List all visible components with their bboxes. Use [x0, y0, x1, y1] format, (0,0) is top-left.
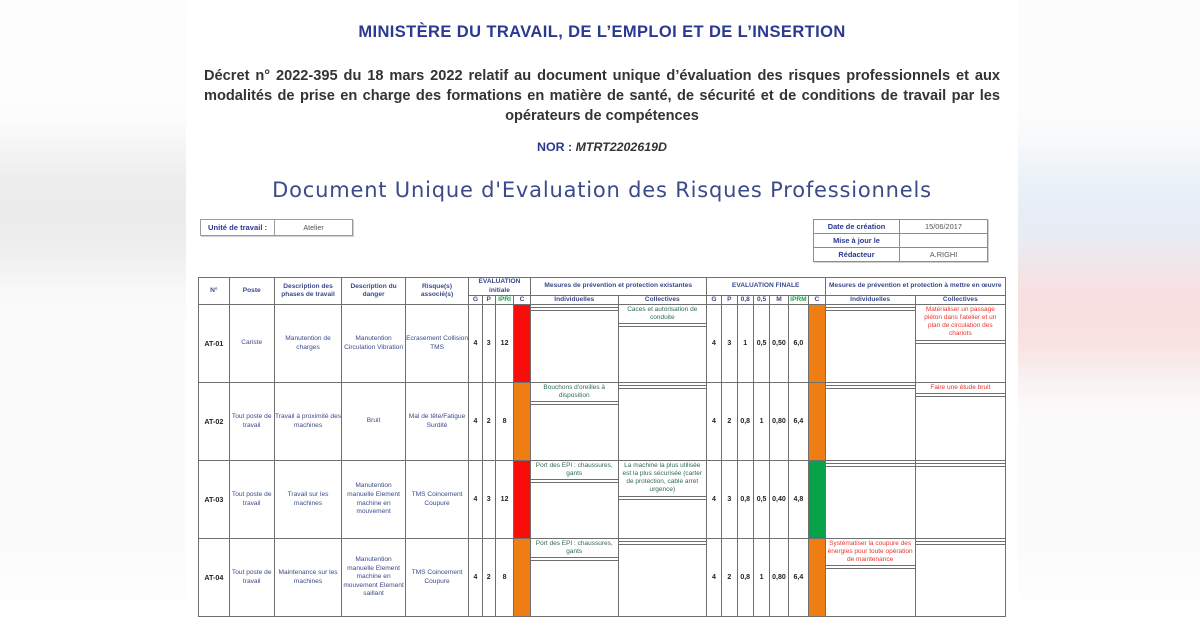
header-evaluation-initiale: EVALUATION initiale	[469, 278, 530, 295]
cell-poste: Cariste	[229, 305, 274, 383]
header-ef-p: P	[722, 295, 737, 304]
cell-ei-c: 1	[514, 305, 530, 383]
cell-ef-05: 0,5	[753, 461, 769, 539]
header-ef-m: M	[770, 295, 788, 304]
cell-ef-iprm: 6,4	[788, 539, 808, 617]
header-mesures-a-mettre-en-oeuvre: Mesures de prévention et protection à mettre en œuvre	[825, 278, 1005, 295]
header-danger: Description du danger	[342, 278, 405, 305]
background-blur-left	[0, 0, 186, 627]
cell-ef-05: 0,5	[753, 305, 769, 383]
cell-ef-c: 2	[809, 539, 825, 617]
cell-ef-g: 4	[706, 305, 721, 383]
measure-subcell[interactable]	[531, 561, 618, 563]
cell-ef-m: 0,50	[770, 305, 788, 383]
measure-subcell[interactable]	[531, 311, 618, 313]
cell-ef-08: 0,8	[737, 383, 753, 461]
cell-ei-c: 2	[514, 539, 530, 617]
duer-table	[198, 277, 1006, 617]
cell-phases: Travail à proximité des machines	[274, 383, 342, 461]
cell-num: AT-02	[199, 383, 230, 461]
cell-phases: Travail sur les machines	[274, 461, 342, 539]
measure-subcell[interactable]	[619, 389, 706, 391]
document-info-table	[813, 219, 988, 262]
info-label-redacteur: Rédacteur	[814, 248, 900, 262]
measure-subcell[interactable]	[619, 545, 706, 547]
measure-subcell[interactable]	[826, 467, 915, 469]
measure-subcell[interactable]	[916, 397, 1005, 399]
page-title: Document Unique d'Evaluation des Risques Professionnels	[272, 178, 932, 203]
measure-subcell[interactable]: Caces et autorisation de conduite	[619, 305, 706, 324]
cell-ef-08: 0,8	[737, 461, 753, 539]
info-label-date-creation: Date de création	[814, 220, 900, 234]
cell-ef-c: 2	[809, 383, 825, 461]
cell-ef-05: 1	[753, 539, 769, 617]
cell-ef-c: 3	[809, 461, 825, 539]
header-ma-collectives: Collectives	[915, 295, 1005, 304]
table-row	[814, 234, 988, 248]
cell-ef-iprm: 6,0	[788, 305, 808, 383]
table-header-group-row	[199, 278, 1006, 295]
ministry-title: MINISTÈRE DU TRAVAIL, DE L’EMPLOI ET DE L’INSERTION	[358, 23, 846, 41]
cell-ef-c: 2	[809, 305, 825, 383]
cell-ei-g: 4	[469, 539, 482, 617]
cell-danger: Manutention manuelle Element machine en mouvement	[342, 461, 405, 539]
header-ef-05: 0,5	[753, 295, 769, 304]
unite-de-travail-value[interactable]: Atelier	[274, 220, 352, 235]
cell-ei-g: 4	[469, 305, 482, 383]
header-mesures-existantes: Mesures de prévention et protection existantes	[530, 278, 706, 295]
cell-risques: TMS Coincement Coupure	[405, 461, 468, 539]
cell-ei-g: 4	[469, 461, 482, 539]
meta-row	[186, 219, 1018, 277]
measure-subcell[interactable]	[531, 405, 618, 407]
table-row	[199, 461, 1006, 539]
measure-subcell[interactable]: Systématiser la coupure des énergies pour toute opération de maintenance	[826, 539, 915, 566]
cell-phases: Manutention de charges	[274, 305, 342, 383]
header-me-individuelles: Individuelles	[530, 295, 618, 304]
header-ef-08: 0,8	[737, 295, 753, 304]
cell-ef-p: 2	[722, 539, 737, 617]
background-blur-right-inner	[1018, 0, 1200, 627]
cell-ef-p: 3	[722, 461, 737, 539]
cell-ei-p: 3	[482, 461, 495, 539]
table-row	[814, 248, 988, 262]
cell-poste: Tout poste de travail	[229, 461, 274, 539]
table-row	[199, 383, 1006, 461]
cell-ef-08: 1	[737, 305, 753, 383]
measure-subcell[interactable]	[916, 545, 1005, 547]
cell-phases: Maintenance sur les machines	[274, 539, 342, 617]
cell-poste: Tout poste de travail	[229, 383, 274, 461]
cell-ef-g: 4	[706, 539, 721, 617]
duer-table-wrapper	[186, 277, 1018, 617]
document-page	[186, 0, 1018, 627]
header-ei-g: G	[469, 295, 482, 304]
decree-text: Décret n° 2022-395 du 18 mars 2022 relatif au document unique d’évaluation des risques professionnels et aux modalités de prise en charge des formations en matière de santé, de sécurité et de conditions de travail par les opérateurs de compétences	[204, 68, 1000, 125]
cell-num: AT-01	[199, 305, 230, 383]
info-label-mise-a-jour: Mise à jour le	[814, 234, 900, 248]
header-ei-p: P	[482, 295, 495, 304]
background-blur-left-inner	[0, 0, 186, 627]
cell-ei-p: 2	[482, 539, 495, 617]
header-ef-iprm: IPRM	[790, 295, 807, 303]
cell-ef-p: 3	[722, 305, 737, 383]
measure-subcell[interactable]: Faire une étude bruit	[916, 383, 1005, 394]
header-risques: Risque(s) associé(s)	[405, 278, 468, 305]
cell-risques: Mal de tête/Fatigue Surdité	[405, 383, 468, 461]
cell-ei-g: 4	[469, 383, 482, 461]
header-num: N°	[199, 278, 230, 305]
cell-ef-08: 0,8	[737, 539, 753, 617]
measure-subcell[interactable]: Matérialiser un passage piéton dans l'atelier et un plan de circulation des chariots	[916, 305, 1005, 341]
cell-risques: Ecrasement Collision TMS	[405, 305, 468, 383]
cell-danger: Bruit	[342, 383, 405, 461]
header-ef-c: C	[809, 295, 825, 304]
unite-de-travail-box[interactable]	[200, 219, 353, 236]
cell-ei-ipri: 12	[495, 461, 513, 539]
cell-danger: Manutention manuelle Element machine en mouvement Element saillant	[342, 539, 405, 617]
cell-ef-iprm: 4,8	[788, 461, 808, 539]
nor-line	[186, 140, 1018, 154]
info-value-date-creation[interactable]: 15/06/2017	[900, 220, 988, 234]
cell-ef-m: 0,80	[770, 539, 788, 617]
cell-ei-ipri: 8	[495, 539, 513, 617]
cell-num: AT-03	[199, 461, 230, 539]
header-phases: Description des phases de travail	[274, 278, 342, 305]
info-value-redacteur[interactable]: A.RIGHI	[900, 248, 988, 262]
measure-subcell[interactable]	[531, 483, 618, 485]
cell-ef-iprm: 6,4	[788, 383, 808, 461]
header-ei-c: C	[514, 295, 530, 304]
unite-de-travail-label: Unité de travail :	[208, 223, 268, 233]
cell-num: AT-04	[199, 539, 230, 617]
header-poste: Poste	[229, 278, 274, 305]
measure-subcell[interactable]	[916, 344, 1005, 346]
measure-subcell[interactable]: Port des EPI : chaussures, gants	[531, 539, 618, 558]
cell-ef-05: 1	[753, 383, 769, 461]
measure-subcell[interactable]: La machine la plus utilisée est la plus sécurisée (carter de protection, cable arret urgence)	[619, 461, 706, 497]
cell-risques: TMS Coincement Coupure	[405, 539, 468, 617]
info-value-mise-a-jour[interactable]	[900, 234, 988, 248]
measure-subcell[interactable]	[916, 467, 1005, 469]
header-me-collectives: Collectives	[618, 295, 706, 304]
cell-ei-ipri: 8	[495, 383, 513, 461]
cell-poste: Tout poste de travail	[229, 539, 274, 617]
cell-ef-m: 0,80	[770, 383, 788, 461]
table-row	[814, 220, 988, 234]
header-evaluation-finale: EVALUATION FINALE	[706, 278, 825, 295]
nor-label: NOR :	[537, 140, 576, 155]
measure-subcell[interactable]	[826, 389, 915, 391]
cell-danger: Manutention Circulation Vibration	[342, 305, 405, 383]
cell-ef-g: 4	[706, 461, 721, 539]
header-ma-individuelles: Individuelles	[825, 295, 915, 304]
cell-ei-c: 2	[514, 383, 530, 461]
cell-ei-p: 3	[482, 305, 495, 383]
cell-ei-ipri: 12	[495, 305, 513, 383]
header-ef-g: G	[706, 295, 721, 304]
measure-subcell[interactable]	[619, 327, 706, 329]
background-blur-right	[1018, 0, 1200, 627]
cell-ei-p: 2	[482, 383, 495, 461]
nor-value: MTRT2202619D	[575, 140, 667, 155]
measure-subcell[interactable]	[619, 500, 706, 502]
table-row	[199, 539, 1006, 617]
cell-ef-g: 4	[706, 383, 721, 461]
cell-ef-m: 0,40	[770, 461, 788, 539]
measure-subcell[interactable]: Bouchons d'oreilles à disposition	[531, 383, 618, 402]
measure-subcell[interactable]	[826, 311, 915, 313]
cell-ef-p: 2	[722, 383, 737, 461]
measure-subcell[interactable]: Port des EPI : chaussures, gants	[531, 461, 618, 480]
header-ei-ipri: IPRI	[495, 295, 513, 304]
measure-subcell[interactable]	[826, 569, 915, 571]
table-body	[199, 305, 1006, 617]
table-row	[199, 305, 1006, 383]
cell-ei-c: 1	[514, 461, 530, 539]
